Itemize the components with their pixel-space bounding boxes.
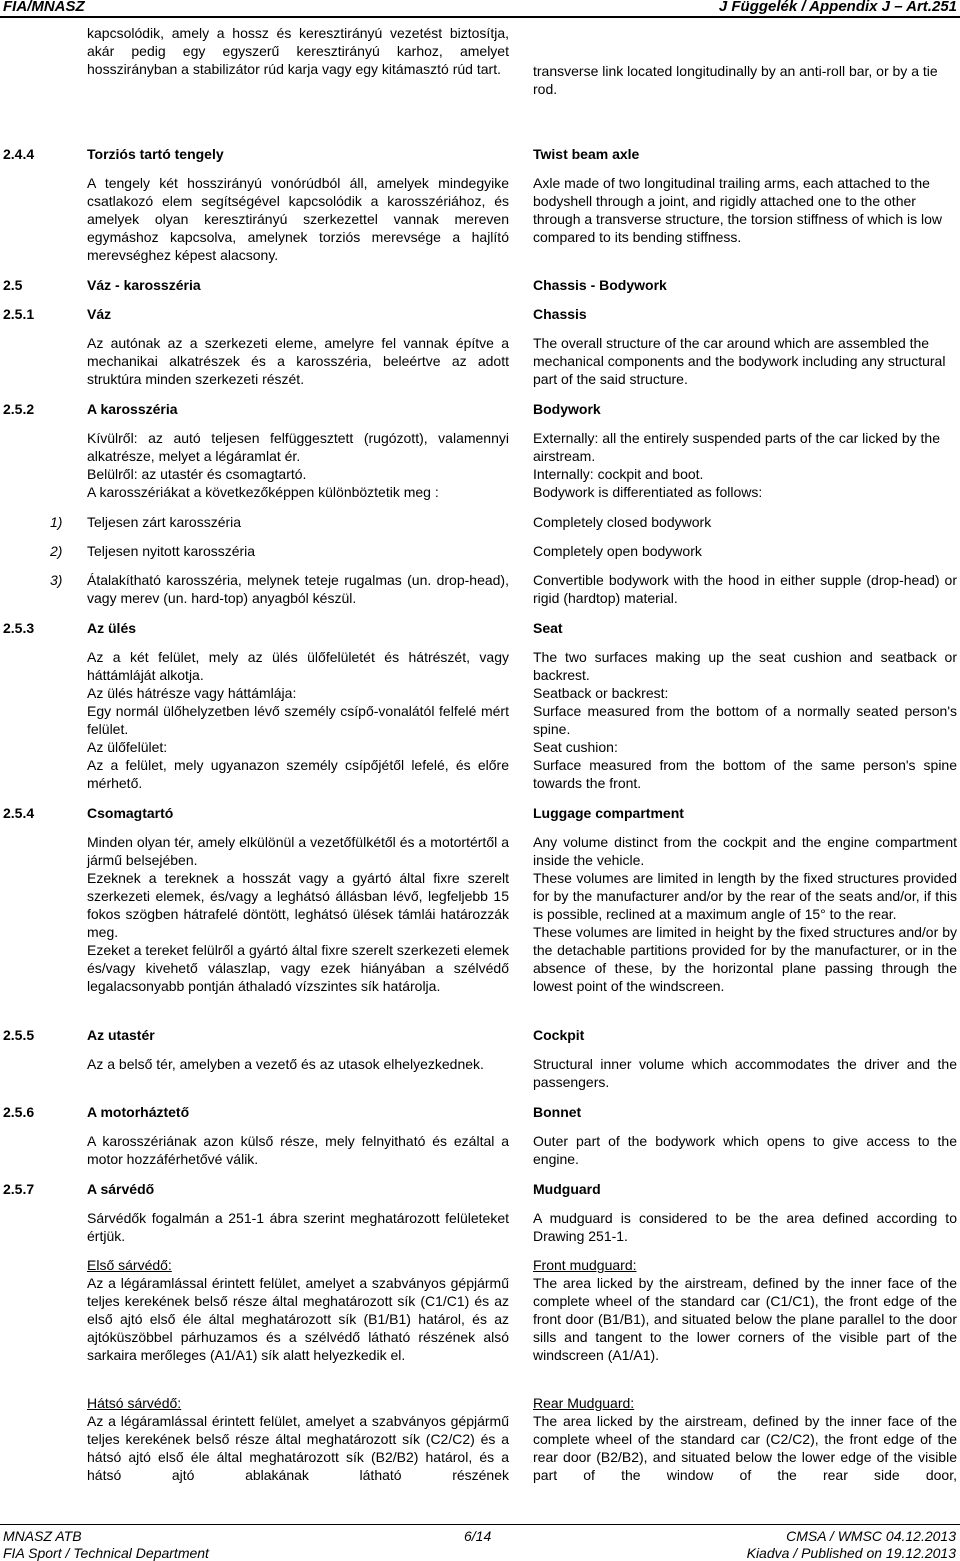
section-title-hu: A sárvédő: [87, 1181, 155, 1197]
paragraph: Az ülés hátrésze vagy háttámlája:: [87, 685, 297, 701]
footer-right-1: CMSA / WMSC 04.12.2013: [786, 1528, 956, 1544]
section-body-en: A mudguard is considered to be the area defined according to Drawing 251-1.: [533, 1210, 957, 1244]
paragraph: Internally: cockpit and boot.: [533, 466, 704, 482]
section-title-hu: A karosszéria: [87, 401, 178, 417]
paragraph: Az a két felület, mely az ülés ülőfelületét és hátrészét, vagy háttámláját alkotja.: [87, 649, 509, 683]
paragraph: These volumes are limited in length by the fixed structures provided for by the manufacturer and/or by the rear of the seats and/or, if this is possible, reclined at a maximum angle of 15° to the rear.: [533, 870, 957, 922]
section-title-hu: Torziós tartó tengely: [87, 146, 224, 162]
section-body-hu: Az autónak az a szerkezeti eleme, amelyre fel vannak építve a mechanikai alkatrészek és a karosszéria, beleértve az adott struktúra minden szerkezeti részét.: [87, 335, 509, 387]
section-body-hu: [87, 429, 509, 501]
list-item-number: 2): [50, 543, 63, 559]
section-title-hu: Váz: [87, 306, 112, 322]
list-item-en: Completely open bodywork: [533, 543, 702, 559]
header-left: FIA/MNASZ: [3, 0, 85, 15]
list-item-hu: Teljesen zárt karosszéria: [87, 514, 242, 530]
rear-mudguard-en: [533, 1394, 957, 1484]
section-title-hu: Váz - karosszéria: [87, 277, 201, 293]
list-item-en: Completely closed bodywork: [533, 514, 712, 530]
section-title-en: Seat: [533, 620, 563, 636]
section-body-en: Structural inner volume which accommodates the driver and the passengers.: [533, 1056, 957, 1090]
intro-en: transverse link located longitudinally by an anti-roll bar, or by a tie rod.: [533, 63, 938, 97]
list-item-number: 1): [50, 514, 63, 530]
rear-mudguard-label-hu: Hátsó sárvédő:: [87, 1395, 182, 1411]
section-body-en: [533, 429, 957, 501]
front-mudguard-label-en: Front mudguard:: [533, 1257, 637, 1273]
section-body-hu: Az a belső tér, amelyben a vezető és az utasok elhelyezkednek.: [87, 1056, 484, 1072]
section-title-en: Bonnet: [533, 1104, 582, 1120]
paragraph: Egy normál ülőhelyzetben lévő személy csípő-vonalától felfelé mért felület.: [87, 703, 509, 737]
section-title-en: Cockpit: [533, 1027, 585, 1043]
section-number: 2.5.1: [3, 306, 35, 322]
paragraph: Az a légáramlással érintett felület, amelyet a szabványos gépjármű teljes kerekének belső része által meghatározott sík (C1/C1) és az első ajtó első éle által meghatározott sík (B1/B1) határol, és az ajtóküszöbbel párhuzamos és a szélvédő látható részének alsó sarkaira merőleges (A1/A1) sík alatt helyezkedik el.: [87, 1275, 509, 1363]
section-number: 2.5.5: [3, 1027, 35, 1043]
rear-mudguard-hu: [87, 1394, 509, 1484]
section-body-hu: Sárvédők fogalmán a 251-1 ábra szerint meghatározott felületeket értjük.: [87, 1210, 509, 1244]
section-title-hu: Az utastér: [87, 1027, 155, 1043]
paragraph: Surface measured from the bottom of the same person's spine towards the front.: [533, 757, 957, 791]
footer-left-1: MNASZ ATB: [3, 1528, 82, 1544]
section-body-hu: A tengely két hosszirányú vonórúdból áll, amelyek mindegyike csatlakozó elem segítségével kapcsolódik a karosszériához, és amelyek olyan keresztirányú szerkezettel vannak mereven egymáshoz kapcsolva, amelynek torziós merevsége a hajlító merevséghez képest alacsony.: [87, 175, 509, 263]
paragraph: These volumes are limited in height by the fixed structures and/or by the detachable partitions provided for by the manufacturer, or in the absence of these, by the horizontal plane passing through the lowest point of the windscreen.: [533, 924, 957, 994]
rear-mudguard-label-en: Rear Mudguard:: [533, 1395, 635, 1411]
section-number: 2.4.4: [3, 146, 35, 162]
section-title-en: Twist beam axle: [533, 146, 640, 162]
paragraph: A karosszériákat a következőképpen különböztetik meg :: [87, 484, 439, 500]
section-body-hu: [87, 833, 509, 995]
section-title-hu: Az ülés: [87, 620, 137, 636]
paragraph: Az a felület, mely ugyanazon személy csípőjétől lefelé, és előre mérhető.: [87, 757, 509, 791]
paragraph: The two surfaces making up the seat cushion and seatback or backrest.: [533, 649, 957, 683]
paragraph: Belülről: az utastér és csomagtartó.: [87, 466, 307, 482]
section-title-en: Chassis: [533, 306, 587, 322]
section-title-en: Mudguard: [533, 1181, 601, 1197]
paragraph: Seatback or backrest:: [533, 685, 669, 701]
front-mudguard-label-hu: Első sárvédő:: [87, 1257, 172, 1273]
section-number: 2.5.6: [3, 1104, 35, 1120]
section-title-en: Bodywork: [533, 401, 601, 417]
header-rule: [0, 16, 960, 18]
paragraph: Minden olyan tér, amely elkülönül a vezetőfülkétől és a motortértől a jármű belsejében.: [87, 834, 509, 868]
section-number: 2.5.3: [3, 620, 35, 636]
footer-left-2: FIA Sport / Technical Department: [3, 1545, 209, 1561]
paragraph: Ezeket a tereket felülről a gyártó által fixre szerelt szerkezeti elemek és/vagy kivehető válaszlap, vagy ezek hiányában a szélvédő legalacsonyabb pontján áthaladó vízszintes sík határolja.: [87, 942, 509, 994]
section-body-en: [533, 648, 957, 792]
section-body-en: [533, 833, 957, 995]
footer-page-number: 6/14: [464, 1528, 492, 1544]
footer-rule: [0, 1524, 960, 1525]
paragraph: The area licked by the airstream, defined by the inner face of the complete wheel of the standard car (C2/C2), the front edge of the rear door (B2/B2), and situated below the lower edge of the visible part of the window of the rear side door,: [533, 1413, 957, 1483]
page-header: [0, 0, 960, 16]
paragraph: Surface measured from the bottom of a normally seated person's spine.: [533, 703, 957, 737]
intro-hu: kapcsolódik, amely a hossz és keresztirányú vezetést biztosítja, akár pedig egy egyszerű keresztirányú karhoz, amelyet hosszirányban a stabilizátor rúd karja vagy egy kitámasztó rúd tart.: [87, 25, 509, 77]
section-body-hu: A karosszériának azon külső része, mely felnyitható és ezáltal a motor hozzáférhetővé válik.: [87, 1133, 509, 1167]
footer-right-2: Kiadva / Published on 19.12.2013: [746, 1545, 956, 1561]
front-mudguard-hu: [87, 1256, 509, 1364]
section-body-hu: [87, 648, 509, 792]
section-title-hu: A motorháztető: [87, 1104, 190, 1120]
section-number: 2.5.7: [3, 1181, 35, 1197]
header-right: J Függelék / Appendix J – Art.251: [718, 0, 957, 15]
section-number: 2.5.2: [3, 401, 35, 417]
paragraph: Bodywork is differentiated as follows:: [533, 484, 763, 500]
list-item-en: Convertible bodywork with the hood in either supple (drop-head) or rigid (hardtop) material.: [533, 572, 957, 606]
section-number: 2.5: [3, 277, 23, 293]
front-mudguard-en: [533, 1256, 957, 1364]
section-title-en: Luggage compartment: [533, 805, 684, 821]
section-body-en: The overall structure of the car around which are assembled the mechanical components and the bodywork including any structural part of the said structure.: [533, 335, 946, 387]
section-title-en: Chassis - Bodywork: [533, 277, 667, 293]
paragraph: Kívülről: az autó teljesen felfüggesztett (rugózott), valamennyi alkatrésze, melyet a légáramlat ér.: [87, 430, 509, 464]
list-item-hu: Teljesen nyitott karosszéria: [87, 543, 256, 559]
section-body-en: Outer part of the bodywork which opens to give access to the engine.: [533, 1133, 957, 1167]
paragraph: Az ülőfelület:: [87, 739, 168, 755]
section-title-hu: Csomagtartó: [87, 805, 174, 821]
paragraph: Seat cushion:: [533, 739, 618, 755]
list-item-number: 3): [50, 572, 63, 588]
paragraph: Ezeknek a tereknek a hosszát vagy a gyártó által fixre szerelt szerkezeti elemek, és/vagy a leghátsó állásban lévő, legfeljebb 15 fokos szögben hátrafelé döntött, leghátsó ülések támlái határozzák meg.: [87, 870, 509, 940]
list-item-hu: Átalakítható karosszéria, melynek teteje rugalmas (un. drop-head), vagy merev (un. hard-top) anyagból készül.: [87, 572, 509, 606]
paragraph: The area licked by the airstream, defined by the inner face of the complete wheel of the standard car (C1/C1), the front edge of the front door (B1/B1), and situated below the plane parallel to the door sills and tangent to the lower corners of the visible part of the windscreen (A1/A1).: [533, 1275, 957, 1363]
paragraph: Az a légáramlással érintett felület, amelyet a szabványos gépjármű teljes kerekének belső része által meghatározott sík (C2/C2) és a hátsó ajtó első éle által meghatározott sík (B2/B2) határol, és a hátsó ajtó ablakának látható részének: [87, 1413, 509, 1483]
paragraph: Any volume distinct from the cockpit and the engine compartment inside the vehicle.: [533, 834, 957, 868]
paragraph: Externally: all the entirely suspended parts of the car licked by the airstream.: [533, 430, 940, 464]
section-number: 2.5.4: [3, 805, 35, 821]
section-body-en: Axle made of two longitudinal trailing arms, each attached to the bodyshell through a joint, and rigidly attached one to the other through a transverse structure, the torsion stiffness of which is low compared to its bending stiffness.: [533, 175, 943, 245]
